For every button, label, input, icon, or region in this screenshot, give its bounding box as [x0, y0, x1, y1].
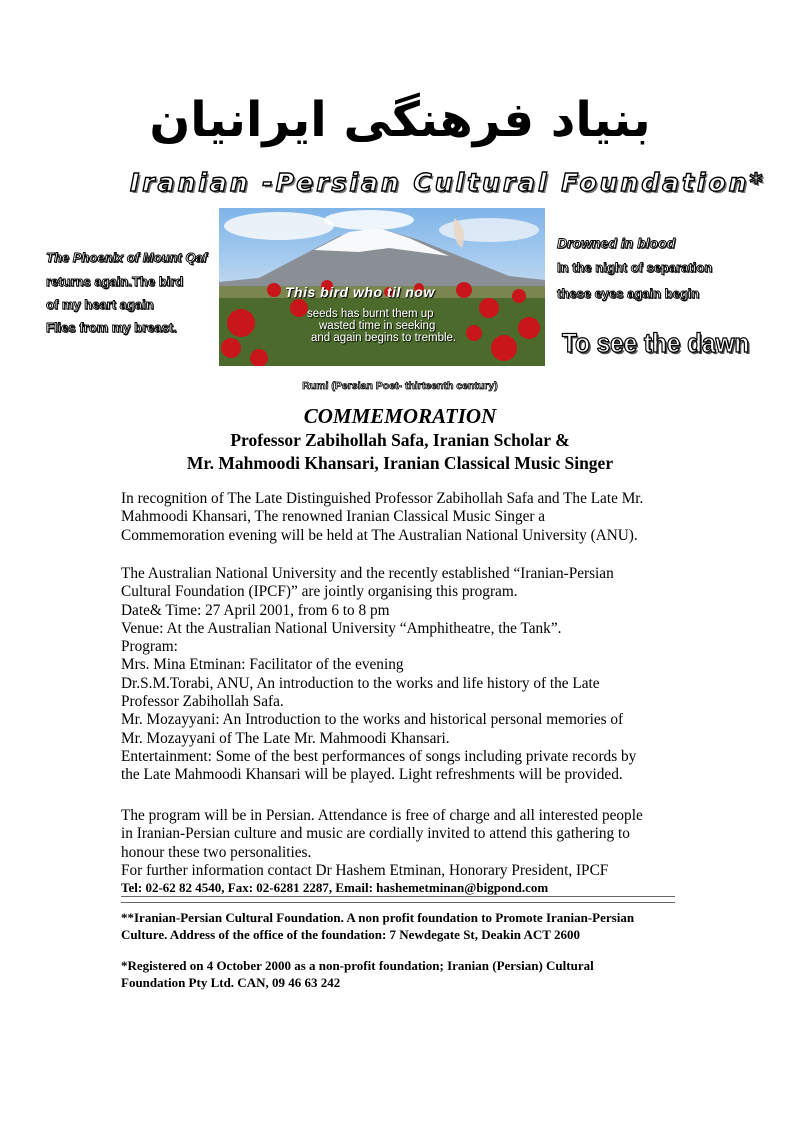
date-time-line: Date& Time: 27 April 2001, from 6 to 8 pm — [121, 601, 390, 619]
poem-right-line-2: In the night of separation — [557, 260, 713, 275]
poem-left-line-4: Flies from my breast. — [46, 320, 177, 335]
text-line: Professor Zabihollah Safa. — [121, 693, 284, 711]
text-line: Entertainment: Some of the best performances of songs including private records by — [121, 747, 637, 765]
text-line: In recognition of The Late Distinguished Professor Zabihollah Safa and The Late Mr. — [121, 490, 644, 507]
persian-title: بنیاد فرهنگی ایرانیان — [149, 92, 651, 148]
photo-caption-line-2: wasted time in seeking — [319, 320, 436, 332]
footnote-registration — [121, 958, 681, 991]
text-line: The Australian National University and the recently established “Iranian-Persian — [121, 565, 614, 582]
text-line: *Registered on 4 October 2000 as a non-profit foundation; Iranian (Persian) Cultural — [121, 958, 594, 973]
venue-line: Venue: At the Australian National University “Amphitheatre, the Tank”. — [121, 619, 562, 637]
text-line: The program will be in Persian. Attendance is free of charge and all interested people — [121, 807, 643, 824]
text-line: Commemoration evening will be held at The Australian National University (ANU). — [121, 526, 638, 544]
english-title: Iranian -Persian Cultural Foundation* — [130, 168, 766, 197]
subtitle-line-2: Mr. Mahmoodi Khansari, Iranian Classical Music Singer — [186, 453, 614, 473]
footnote-foundation — [121, 910, 681, 943]
text-line: For further information contact Dr Hashem Etminan, Honorary President, IPCF — [121, 861, 609, 879]
program-label: Program: — [121, 638, 178, 656]
mountain-poppy-photo — [219, 208, 545, 366]
poem-left-line-2: returns again.The bird — [46, 274, 184, 289]
poem-dawn-line: To see the dawn — [562, 328, 750, 358]
text-line: Mr. Mozayyani of The Late Mr. Mahmoodi Khansari. — [121, 729, 450, 747]
program-paragraph — [121, 565, 681, 785]
text-line: **Iranian-Persian Cultural Foundation. A non profit foundation to Promote Iranian-Persian — [121, 910, 635, 925]
text-line: Foundation Pty Ltd. CAN, 09 46 63 242 — [121, 974, 341, 990]
poem-left-line-1: The Phoenix of Mount Qaf — [46, 250, 208, 265]
contact-line: Tel: 02-62 82 4540, Fax: 02-6281 2287, Email: hashemetminan@bigpond.com — [121, 880, 549, 895]
text-line: Cultural Foundation (IPCF)” are jointly organising this program. — [121, 583, 518, 601]
text-line: Culture. Address of the office of the foundation: 7 Newdegate St, Deakin ACT 2600 — [121, 926, 580, 942]
poem-left-line-3: of my heart again — [46, 297, 154, 312]
poem-right-line-1: Drowned in blood — [557, 235, 676, 251]
photo-caption-title: This bird who til now — [285, 284, 435, 300]
attendance-paragraph — [121, 807, 681, 880]
text-line: Mrs. Mina Etminan: Facilitator of the evening — [121, 656, 404, 674]
photo-caption-line-1: seeds has burnt them up — [307, 308, 434, 320]
commemoration-heading: COMMEMORATION — [303, 404, 497, 428]
text-line: in Iranian-Persian culture and music are cordially invited to attend this gathering to — [121, 825, 630, 843]
text-line: Mr. Mozayyani: An Introduction to the works and historical personal memories of — [121, 711, 624, 729]
text-line: Dr.S.M.Torabi, ANU, An introduction to the works and life history of the Late — [121, 674, 600, 692]
text-line: the Late Mahmoodi Khansari will be played. Light refreshments will be provided. — [121, 766, 623, 784]
divider — [121, 896, 675, 903]
photo-caption-line-3: and again begins to tremble. — [311, 332, 457, 344]
subtitle-line-1: Professor Zabihollah Safa, Iranian Scholar & — [230, 430, 570, 450]
text-line: honour these two personalities. — [121, 843, 312, 861]
poem-attribution: Rumi (Persian Poet- thirteenth century) — [302, 380, 498, 392]
text-line: Mahmoodi Khansari, The renowned Iranian Classical Music Singer a — [121, 508, 546, 526]
poem-right-line-3: these eyes again begin — [557, 286, 700, 301]
intro-paragraph — [121, 490, 681, 545]
